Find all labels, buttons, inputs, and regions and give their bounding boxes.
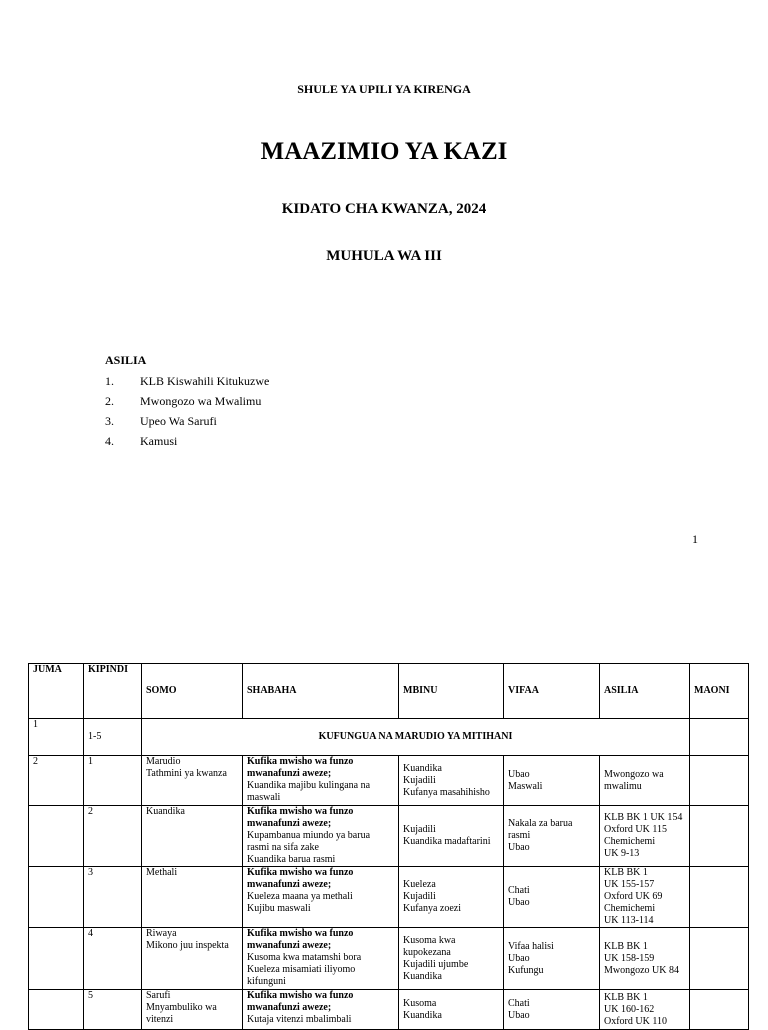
source-number: 1. (105, 374, 114, 388)
material-line: Chati (508, 885, 530, 896)
header-vifaa: VIFAA (504, 664, 600, 719)
reference-line: Oxford UK 110 (604, 1015, 667, 1027)
reference-line: UK 9-13 (604, 848, 640, 859)
objective-lead: Kufika mwisho wa funzo mwanafunzi aweze; (247, 928, 354, 951)
header-juma: JUMA (29, 664, 84, 719)
reference-line: KLB BK 1 (604, 940, 648, 952)
source-text: KLB Kiswahili Kitukuzwe (140, 374, 270, 388)
source-item (105, 394, 261, 409)
methods-cell (399, 756, 504, 806)
method-line: Kuandika madaftarini (403, 836, 491, 847)
table-row (29, 928, 749, 990)
reference-line: Oxford UK 115 (604, 824, 667, 835)
method-line: Kujadili (403, 774, 436, 786)
remarks-cell (690, 719, 749, 756)
topic-cell (142, 928, 243, 990)
document-title: MAAZIMIO YA KAZI (260, 138, 508, 165)
table-row (29, 756, 749, 806)
topic-line: Tathmini ya kwanza (146, 768, 227, 779)
week-cell (29, 806, 84, 867)
source-item (105, 414, 217, 429)
source-text: Kamusi (140, 434, 178, 448)
topic-cell (142, 806, 243, 867)
opening-banner: KUFUNGUA NA MARUDIO YA MITIHANI (142, 719, 690, 756)
method-line: Kueleza (403, 879, 436, 890)
header-kipindi: KIPINDI (84, 664, 142, 719)
topic-line: Mikono juu inspekta (146, 940, 229, 951)
lesson-cell: 1 (84, 756, 142, 806)
table-row (29, 806, 749, 867)
reference-line: Mwongozo UK 84 (604, 964, 679, 976)
objective-lead: Kufika mwisho wa funzo mwanafunzi aweze; (247, 756, 354, 779)
materials-cell (504, 928, 600, 990)
method-line: Kujadili (403, 824, 436, 835)
method-line: Kuandika (403, 762, 442, 774)
material-line: Ubao (508, 768, 530, 780)
table-header-row (29, 664, 749, 719)
reference-line: KLB BK 1 (604, 991, 648, 1003)
reference-line: UK 113-114 (604, 915, 654, 926)
source-number: 4. (105, 434, 114, 448)
material-line: Kufungu (508, 964, 544, 976)
week-cell (29, 928, 84, 990)
week-cell: 1 (29, 719, 84, 756)
reference-line: Mwongozo wa mwalimu (604, 768, 664, 792)
school-name: SHULE YA UPILI YA KIRENGA (297, 82, 471, 96)
topic-line: Methali (146, 867, 178, 878)
method-line: Kujadili ujumbe (403, 958, 469, 970)
source-text: Mwongozo wa Mwalimu (140, 394, 262, 408)
objective-lead: Kufika mwisho wa funzo mwanafunzi aweze; (247, 867, 354, 890)
lesson-cell: 3 (84, 867, 142, 928)
material-line: Vifaa halisi (508, 940, 554, 952)
references-cell (600, 928, 690, 990)
method-line: Kusoma (403, 997, 437, 1009)
week-cell (29, 867, 84, 928)
reference-line: Oxford UK 69 (604, 891, 663, 902)
table-row (29, 867, 749, 928)
topic-line: Riwaya (146, 928, 177, 939)
reference-line: UK 155-157 (604, 879, 655, 890)
material-line: Ubao (508, 952, 530, 964)
objective-lead: Kufika mwisho wa funzo mwanafunzi aweze; (247, 806, 354, 829)
topic-line: Marudio (146, 756, 181, 767)
objective-line: Kujibu maswali (247, 903, 311, 914)
references-cell (600, 806, 690, 867)
source-text: Upeo Wa Sarufi (140, 414, 217, 428)
topic-line: Mnyambuliko wa vitenzi (146, 1002, 217, 1025)
lesson-cell: 1-5 (84, 719, 142, 756)
materials-cell (504, 867, 600, 928)
remarks-cell (690, 806, 749, 867)
reference-line: KLB BK 1 (604, 867, 648, 878)
table-row (29, 719, 749, 756)
material-line: Nakala za barua rasmi (508, 818, 573, 841)
objective-line: Kuandika majibu kulingana na maswali (247, 780, 371, 803)
references-cell (600, 867, 690, 928)
header-shabaha: SHABAHA (243, 664, 399, 719)
objective-line: Kusoma kwa matamshi bora (247, 952, 362, 963)
scheme-of-work-table (28, 663, 749, 1030)
lesson-cell: 4 (84, 928, 142, 990)
objectives-cell (243, 867, 399, 928)
week-2-rows (29, 756, 749, 1030)
class-year: KIDATO CHA KWANZA, 2024 (281, 201, 487, 217)
source-number: 3. (105, 414, 114, 428)
objective-line: Kueleza misamiati iliyomo kifunguni (247, 964, 356, 987)
objective-line: Kueleza maana ya methali (247, 891, 353, 902)
header-somo: SOMO (142, 664, 243, 719)
material-line: Ubao (508, 1009, 530, 1021)
remarks-cell (690, 867, 749, 928)
week-cell: 2 (29, 756, 84, 806)
methods-cell (399, 928, 504, 990)
reference-line: KLB BK 1 UK 154 (604, 812, 683, 823)
method-line: Kufanya zoezi (403, 903, 462, 914)
method-line: Kufanya masahihisho (403, 786, 490, 798)
topic-cell (142, 867, 243, 928)
sources-heading: ASILIA (105, 353, 147, 367)
reference-line: UK 160-162 (604, 1003, 655, 1015)
source-item (105, 374, 269, 389)
material-line: Maswali (508, 780, 543, 792)
objective-line: Kuandika barua rasmi (247, 854, 336, 865)
lesson-cell: 2 (84, 806, 142, 867)
header-mbinu: MBINU (399, 664, 504, 719)
objective-lead: Kufika mwisho wa funzo mwanafunzi aweze; (247, 990, 354, 1013)
remarks-cell (690, 756, 749, 806)
objective-line: Kupambanua miundo ya barua rasmi na sifa zake (247, 830, 371, 853)
reference-line: Chemichemi (604, 836, 656, 847)
reference-line: UK 158-159 (604, 952, 655, 964)
objective-line: Kutaja vitenzi mbalimbali (247, 1014, 352, 1025)
method-line: Kujadili (403, 891, 436, 902)
materials-cell (504, 756, 600, 806)
topic-cell (142, 756, 243, 806)
remarks-cell (690, 928, 749, 990)
page-number: 1 (692, 532, 698, 546)
header-asilia: ASILIA (600, 664, 690, 719)
method-line: Kuandika (403, 970, 442, 982)
lesson-cell: 5 (84, 990, 142, 1030)
material-line: Chati (508, 997, 530, 1009)
term-label: MUHULA WA III (326, 248, 442, 264)
source-number: 2. (105, 394, 114, 408)
material-line: Ubao (508, 842, 530, 853)
topic-line: Kuandika (146, 806, 185, 817)
objectives-cell (243, 756, 399, 806)
material-line: Ubao (508, 897, 530, 908)
method-line: Kusoma kwa kupokezana (403, 934, 456, 958)
objectives-cell (243, 806, 399, 867)
source-item (105, 434, 177, 449)
materials-cell (504, 806, 600, 867)
objectives-cell (243, 928, 399, 990)
header-maoni: MAONI (690, 664, 749, 719)
methods-cell (399, 806, 504, 867)
reference-line: Chemichemi (604, 903, 656, 914)
references-cell (600, 756, 690, 806)
method-line: Kuandika (403, 1009, 442, 1021)
methods-cell (399, 867, 504, 928)
topic-line: Sarufi (146, 990, 171, 1001)
